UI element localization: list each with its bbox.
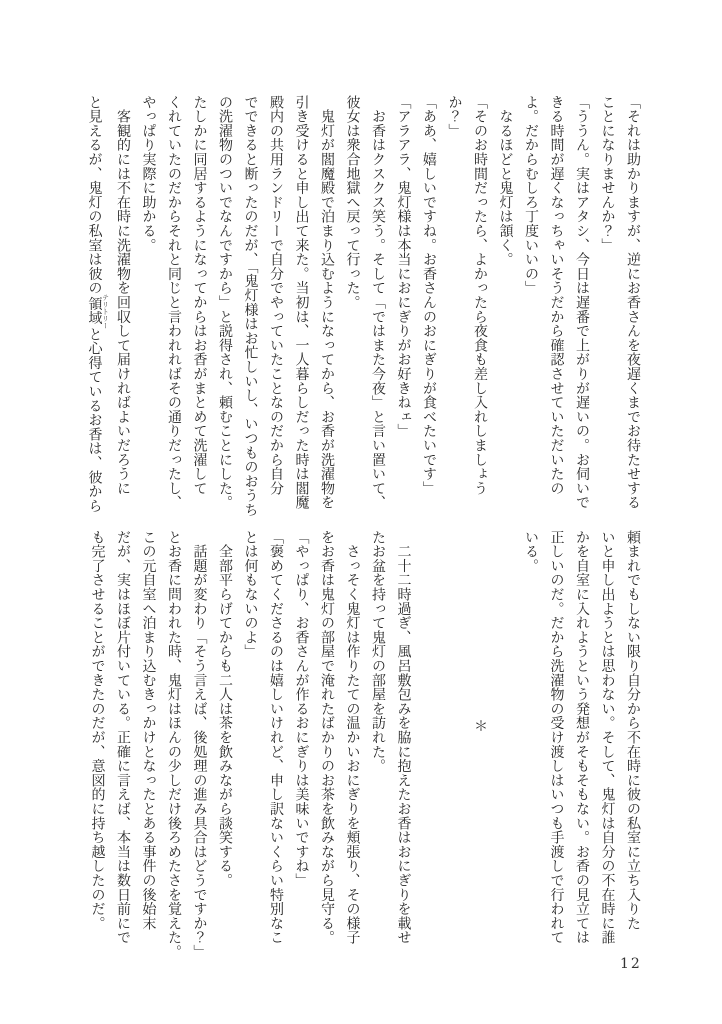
text-column: いる。 xyxy=(523,530,539,573)
text-column: お香はクスクス笑う。そして「ではまた今夜」と言い置いて、 xyxy=(370,95,386,510)
text-column: 彼女は衆合地獄へ戻って行った。 xyxy=(344,95,361,310)
text-column: 「それは助かりますが、逆にお香さんを夜遅くまでお待たせする xyxy=(625,95,641,510)
ruby-annotated-word: 領域 テリトリー xyxy=(86,293,110,329)
text-column: たお盆を持って鬼灯の部屋を訪れた。 xyxy=(370,530,386,774)
bottom-text-block xyxy=(84,530,645,959)
section-separator: ＊ xyxy=(472,718,488,734)
text-column: きる時間が遅くなっちゃいそうだから確認させていただいたの xyxy=(548,95,565,496)
text-column: 「そのお時間だったら、よかったら夜食も差し入れしましょう xyxy=(472,95,488,496)
text-column: でできると断ったのだが、「鬼灯様はお忙しいし、いつものおうち xyxy=(242,95,259,517)
text-column: 話題が変わり「そう言えば、後処理の進み具合はどうですか？」 xyxy=(191,530,208,959)
text-column: とお香に問われた時、鬼灯はほんの少しだけ後ろめたさを覚えた。 xyxy=(166,530,182,959)
text-column: 二十二時過ぎ、風呂敷包みを脇に抱えたお香はおにぎりを載せ xyxy=(395,530,412,945)
text-column: この元自室へ泊まり込むきっかけとなったとある事件の後始末 xyxy=(140,530,157,931)
text-column: の洗濯物のついでなんですから」と説得され、頼むことにした。 xyxy=(217,95,233,510)
text-column xyxy=(492,530,518,922)
text-column: かを自室に入れようという発想がそもそもない。お香の見立ては xyxy=(574,530,590,945)
text-column: 殿内の共用ランドリーで自分でやっていたことなのだから自分 xyxy=(268,95,284,496)
text-column: 正しいのだ。だから洗濯物の受け渡しはいつも手渡しで行われて xyxy=(548,530,565,945)
text-column: くれていたのだからそれと同じと言われればその通りだったし、 xyxy=(166,95,182,510)
text-column: をお香は鬼灯の部屋で淹れたばかりのお茶を飲みながら見守る。 xyxy=(319,530,335,945)
text-column: 「ううん。実はアタシ、今日は遅番で上がりが遅いの。お伺いで xyxy=(574,95,590,510)
text-column xyxy=(416,530,442,922)
text-column: よ。だからむしろ丁度いいの」 xyxy=(523,95,539,296)
text-column: 鬼灯が閻魔殿で泊まり込むようになってから、お香が洗濯物を xyxy=(319,95,335,510)
page-number: 12 xyxy=(620,956,642,972)
text-column: か？」 xyxy=(446,95,463,138)
text-column: と見えるが、鬼灯の私室は彼の領域 テリトリーと心得ているお香は、彼から xyxy=(86,95,110,513)
text-column: 「褒めてくださるのは嬉しいけれど、申し訳ないくらい特別なこ xyxy=(268,530,284,945)
text-column: 「ああ、嬉しいですね。お香さんのおにぎりが食べたいです」 xyxy=(421,95,437,496)
text-column: 「やっぱり、お香さんが作るおにぎりは美味いですね」 xyxy=(293,530,310,888)
text-column: 客観的には不在時に洗濯物を回収して届ければよいだろうに xyxy=(115,95,131,496)
text-column: さっそく鬼灯は作りたての温かいおにぎりを頬張り、その様子 xyxy=(344,530,361,945)
text-column: も完了させることができたのだが、意図的に持ち越したのだ。 xyxy=(89,530,106,931)
text-column: やっぱり実際に助かる。 xyxy=(140,95,157,253)
text-column: たしかに同居するようになってからはお香がまとめて洗濯して xyxy=(191,95,208,496)
top-text-block xyxy=(84,95,645,517)
text-column xyxy=(441,530,467,922)
text-column: いと申し出ようとは思わない。そして、鬼灯は自分の不在時に誰 xyxy=(599,530,616,945)
text-column: とは何もないのよ」 xyxy=(242,530,259,659)
text-column: 全部平らげてからも二人は茶を飲みながら談笑する。 xyxy=(217,530,233,888)
text-column: なるほどと鬼灯は頷く。 xyxy=(497,95,514,267)
text-column: ことになりませんか？」 xyxy=(599,95,616,253)
text-column: だが、実はほぼ片付いている。正確に言えば、本当は数日前にで xyxy=(115,530,131,945)
text-column: 「アラアラ、鬼灯様は本当におにぎりがお好きねェ」 xyxy=(395,95,412,439)
text-column: 頼まれでもしない限り自分から不在時に彼の私室に立ち入りた xyxy=(625,530,641,931)
text-column: 引き受けると申し出て来た。当初は、一人暮らしだった時は閻魔 xyxy=(293,95,310,510)
